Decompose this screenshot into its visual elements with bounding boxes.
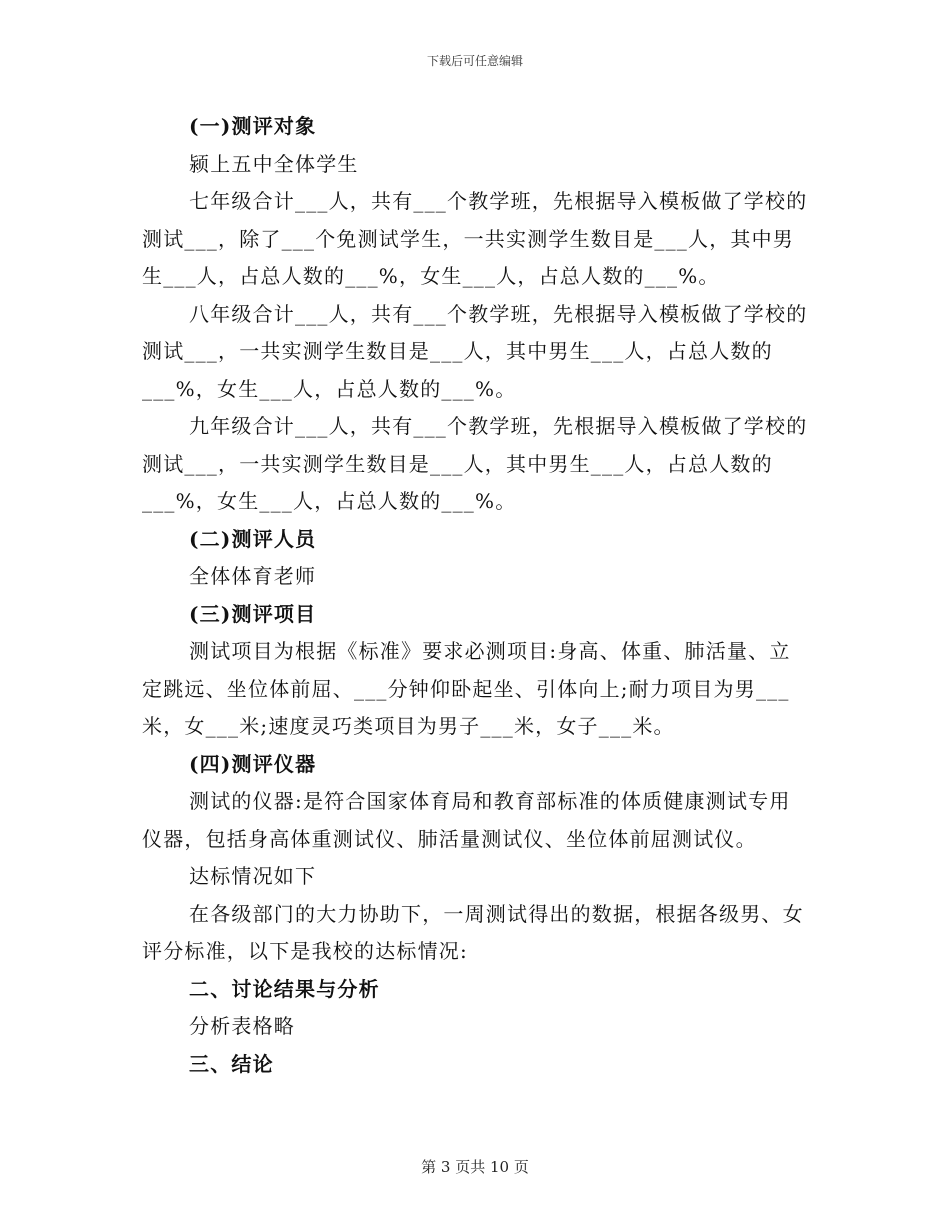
- section-heading-test-subjects: (一)测评对象: [189, 114, 317, 138]
- paragraph-analysis: 分析表格略: [189, 1014, 295, 1038]
- paragraph-compliance-detail: 在各级部门的大力协助下，一周测试得出的数据，根据各级男、女评分标准，以下是我校的达标情况:: [142, 901, 804, 963]
- paragraph-grade-7: 七年级合计___人，共有___个教学班，先根据导入模板做了学校的测试___，除了___个免测试学生，一共实测学生数目是___人，其中男生___人，占总人数的___%，女生___人，占总人数的___%。: [142, 189, 808, 288]
- paragraph-staff: 全体体育老师: [189, 564, 317, 588]
- section-heading-test-instruments: (四)测评仪器: [189, 751, 317, 776]
- document-body: [142, 108, 808, 1083]
- page-header: 下载后可任意编辑: [426, 54, 523, 68]
- section-heading-test-items: (三)测评项目: [189, 601, 317, 626]
- paragraph-grade-9: 九年级合计___人，共有___个教学班，先根据导入模板做了学校的测试___，一共实测学生数目是___人，其中男生___人，占总人数的___%，女生___人，占总人数的___%。: [142, 414, 808, 513]
- paragraph-test-items: 测试项目为根据《标准》要求必测项目:身高、体重、肺活量、立定跳远、坐位体前屈、___分钟仰卧起坐、引体向上;耐力项目为男___米，女___米;速度灵巧类项目为男子___米，女子___米。: [142, 639, 791, 738]
- section-heading-conclusion: 三、结论: [189, 1051, 274, 1076]
- section-heading-results: 二、讨论结果与分析: [189, 976, 380, 1001]
- paragraph-compliance-intro: 达标情况如下: [189, 864, 317, 888]
- paragraph-instruments: 测试的仪器:是符合国家体育局和教育部标准的体质健康测试专用仪器，包括身高体重测试仪、肺活量测试仪、坐位体前屈测试仪。: [142, 789, 791, 851]
- paragraph-school-name: 颍上五中全体学生: [189, 151, 359, 176]
- page-footer: 第 3 页共 10 页: [421, 1158, 529, 1176]
- section-heading-test-staff: (二)测评人员: [189, 526, 317, 551]
- paragraph-grade-8: 八年级合计___人，共有___个教学班，先根据导入模板做了学校的测试___，一共实测学生数目是___人，其中男生___人，占总人数的___%，女生___人，占总人数的___%。: [142, 301, 808, 401]
